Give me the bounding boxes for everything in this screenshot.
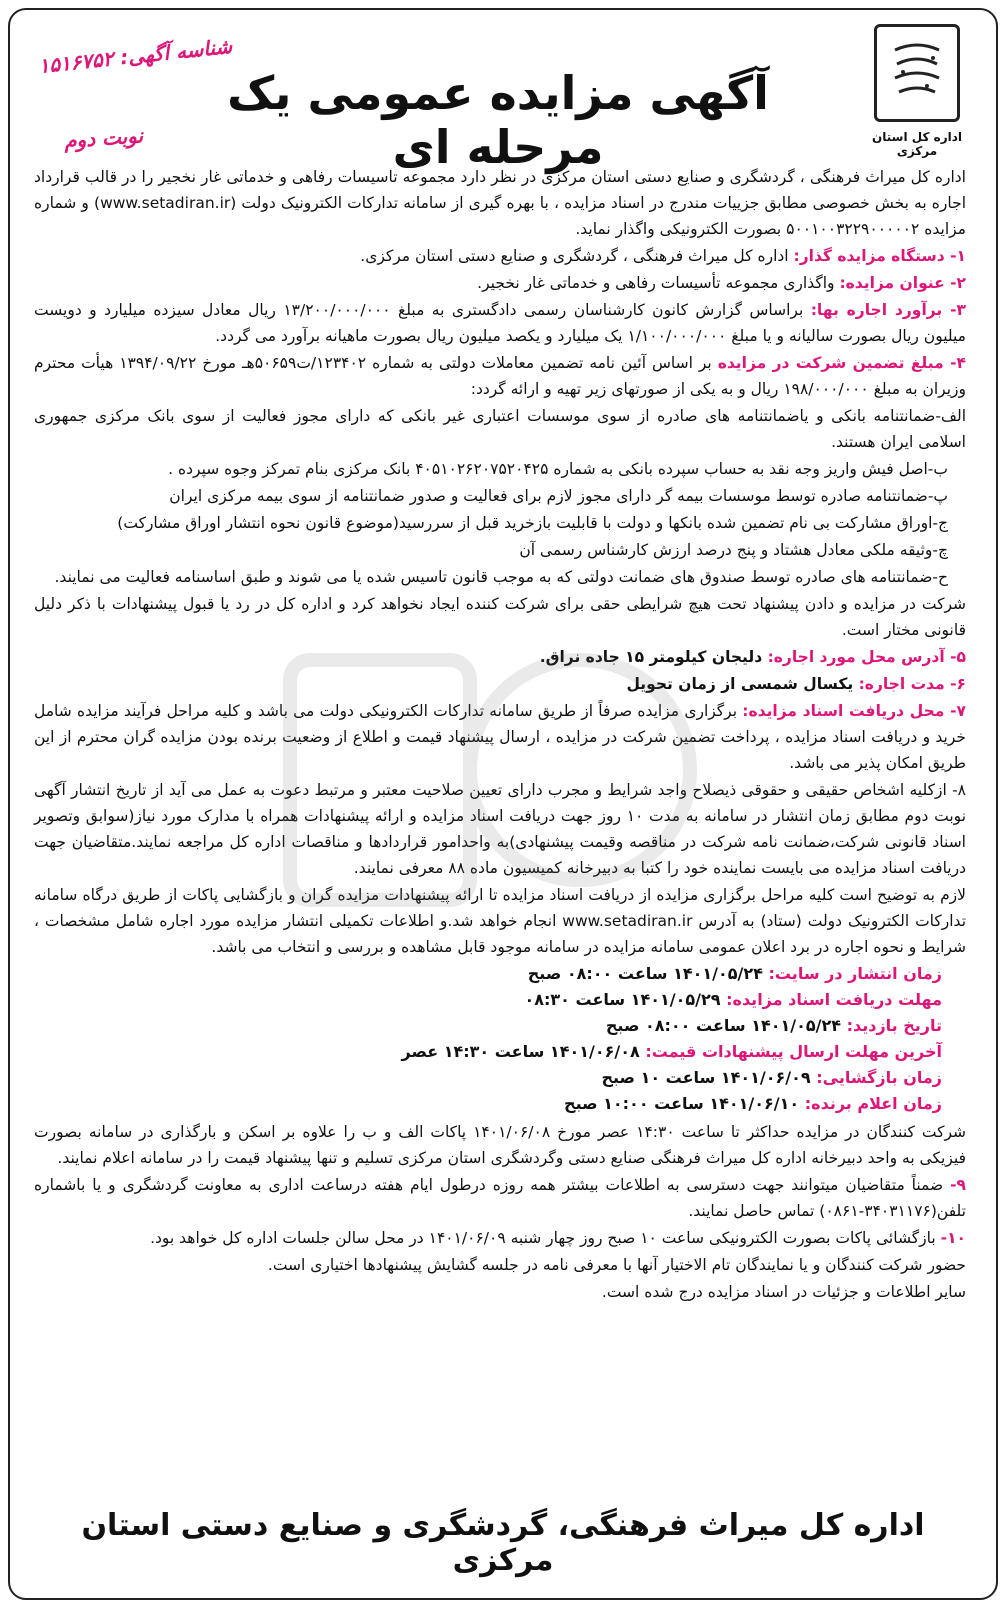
notice-id-stamp: شناسه آگهی: ۱۵۱۶۷۵۲	[37, 33, 234, 79]
header	[16, 14, 990, 174]
item-10-label: ۱۰-	[940, 1229, 966, 1247]
item-3-text: براساس گزارش کانون کارشناسان رسمی دادگستری به مبلغ ۱۳/۲۰۰/۰۰۰/۰۰۰ ریال معادل سیزده میلیارد و دویست میلیون ریال بصورت سالیانه و یا مبلغ ۱/۱۰۰/۰۰۰/۰۰۰ یک میلیارد و یکصد میلیون ریال بصورت ماهیانه برآورد می گردد.	[34, 301, 966, 345]
item-3-label: ۳- برآورد اجاره بها:	[810, 301, 967, 319]
item-9-label: ۹-	[950, 1176, 966, 1194]
page-border	[8, 8, 998, 1600]
page-title: آگهی مزایده عمومی یک مرحله ای	[227, 66, 769, 174]
presence-paragraph: حضور شرکت کنندگان و یا نمایندگان تام الاختیار آنها با معرفی نامه در جلسه گشایش پیشنهادها اختیاری است.	[267, 1256, 966, 1274]
rights-note: شرکت در مزایده و دادن پیشنهاد تحت هیچ شرایطی حقی برای شرکت کننده ایجاد نخواهد کرد و اداره کل در رد یا قبول پیشنهادات با ذکر دلیل قانونی مختار است.	[34, 595, 966, 639]
org-logo-block	[858, 24, 976, 158]
org-caption: اداره کل استان مرکزی	[872, 130, 962, 158]
footer-org-name: اداره کل میراث فرهنگی، گردشگری و صنایع دستی استان مرکزی	[81, 1508, 925, 1578]
item-9-text: ضمناً متقاضیان میتوانند جهت دسترسی به اطلاعات بیشتر همه روزه درطول ایام هفته درساعت اداری به معاونت گردشگری و یا باشماره تلفن(۳۴۰۳۱۱۷۶-۰۸۶۱) تماس حاصل نمایند.	[34, 1176, 966, 1220]
item-1-label: ۱- دستگاه مزایده گذار:	[793, 247, 966, 265]
submit-paragraph: شرکت کنندگان در مزایده حداکثر تا ساعت ۱۴:۳۰ عصر مورخ ۱۴۰۱/۰۶/۰۸ پاکات الف و ب را علاوه بر اسکن و بارگذاری در سامانه بصورت فیزیکی به واحد دبیرخانه اداره کل میراث فرهنگی صنایع دستی وگردشگری استان مرکزی تسلیم و تنها پیشنهاد قیمت را در سامانه اعلام نمایند.	[34, 1123, 967, 1167]
ministry-logo-icon	[874, 24, 960, 122]
item-5-text: دلیجان کیلومتر ۱۵ جاده نراق.	[539, 648, 768, 666]
date-value: ۱۴۰۱/۰۵/۲۴ ساعت ۰۸:۰۰ صبح	[527, 964, 769, 983]
item-5-label: ۵- آدرس محل مورد اجاره:	[767, 648, 966, 666]
date-value: ۱۴۰۱/۰۶/۰۹ ساعت ۱۰ صبح	[601, 1068, 817, 1087]
item-2-label: ۲- عنوان مزایده:	[839, 274, 966, 292]
date-label: مهلت دریافت اسناد مزایده:	[726, 990, 942, 1009]
date-value: ۱۴۰۱/۰۶/۱۰ ساعت ۱۰:۰۰ صبح	[564, 1094, 805, 1113]
date-label: زمان اعلام برنده:	[804, 1094, 942, 1113]
intro-paragraph: اداره کل میراث فرهنگی ، گردشگری و صنایع دستی استان مرکزی در نظر دارد مجموعه تاسیسات رفاهی و خدماتی غار نخجیر را در قالب قرارداد اجاره به بخش خصوصی مطابق جزییات مندرج در اسناد مزایده ، با بهره گیری از سامانه تدارکات الکترونیک دولت (www.setadiran.ir) و شماره مزایده ۵۰۰۱۰۰۳۲۲۹۰۰۰۰۰۲ بصورت الکترونیکی واگذار نماید.	[34, 168, 966, 238]
item-4-a: الف-ضمانتنامه بانکی و یاضمانتنامه های صادره از سوی موسسات اعتباری غیر بانکی که دارای مجوز فعالیت از سوی بانک مرکزی جمهوری اسلامی ایران هستند.	[34, 407, 966, 451]
date-label: زمان انتشار در سایت:	[768, 964, 942, 983]
date-value: ۱۴۰۱/۰۵/۲۴ ساعت ۰۸:۰۰ صبح	[605, 1016, 847, 1035]
item-4-text: بر اساس آئین نامه تضمین معاملات دولتی به شماره ۱۲۳۴۰۲/ت۵۰۶۵۹هـ مورخ ۱۳۹۴/۰۹/۲۲ هیأت محترم وزیران به مبلغ ۱۹۸/۰۰۰/۰۰۰ ریال و به یکی از صورتهای زیر تهیه و ارائه گردد:	[34, 354, 966, 398]
item-8: ۸- ازکلیه اشخاص حقیقی و حقوقی ذیصلاح واجد شرایط و مجرب دارای تعیین صلاحیت معتبر و مرتبط دعوت به عمل می آید از تاریخ انتشار آگهی نوبت دوم مطابق زمان انتشار در سامانه به مدت ۱۰ روز جهت دریافت اسناد مزایده و ارائه پیشنهادات همراه با مدارک مورد نیاز(سوابق وتصویر اسناد قانونی شرکت،ضمانت نامه شرکت در مناقصه وقیمت پیشنهادی)به واحدامور قراردادها و مناقصات اداره کل مراجعه نمایند.متقاضیان جهت دریافت اسناد مزایده می بایست نماینده خود را کتبا به دبیرخانه کمیسیون ماده ۸۸ معرفی نمایند.	[34, 781, 967, 877]
date-label: آخرین مهلت ارسال پیشنهادات قیمت:	[645, 1042, 942, 1061]
date-value: ۱۴۰۱/۰۵/۲۹ ساعت ۰۸:۳۰	[524, 990, 727, 1009]
item-4-b: ب-اصل فیش واریز وجه نقد به حساب سپرده بانکی به شماره ۴۰۵۱۰۲۶۲۰۷۵۲۰۴۲۵ بانک مرکزی بنام تمرکز وجوه سپرده .	[168, 460, 948, 478]
date-label: تاریخ بازدید:	[846, 1016, 942, 1035]
item-6-text: یکسال شمسی از زمان تحویل	[626, 675, 859, 693]
item-2-text: واگذاری مجموعه تأسیسات رفاهی و خدماتی غار نخجیر.	[477, 274, 840, 292]
item-4-j: ج-اوراق مشارکت بی نام تضمین شده بانکها و دولت با قابلیت بازخرید قبل از سررسید(موضوع قانون نحوه انتشار اوراق مشارکت)	[117, 514, 948, 532]
item-1-text: اداره کل میراث فرهنگی ، گردشگری و صنایع دستی استان مرکزی.	[360, 247, 794, 265]
item-7-text: برگزاری مزایده صرفاً از طریق سامانه تدارکات الکترونیکی دولت می باشد و کلیه مراحل فرآیند مزایده شامل خرید و دریافت اسناد مزایده ، پرداخت تضمین شرکت در مزایده ، ارسال پیشنهاد قیمت و اطلاع از وضعیت برنده بودن مزایده گران محترم از این طریق امکان پذیر می باشد.	[34, 702, 966, 772]
date-label: زمان بازگشایی:	[816, 1068, 942, 1087]
item-4-label: ۴- مبلغ تضمین شرکت در مزایده	[717, 354, 966, 372]
date-value: ۱۴۰۱/۰۶/۰۸ ساعت ۱۴:۳۰ عصر	[401, 1042, 646, 1061]
turn-stamp: نوبت دوم	[63, 123, 144, 153]
item-6-label: ۶- مدت اجاره:	[858, 675, 966, 693]
item-4-ch: چ-وثیقه ملکی معادل هشتاد و پنج درصد ارزش کارشناس رسمی آن	[519, 541, 948, 559]
other-info-paragraph: سایر اطلاعات و جزئیات در اسناد مزایده درج شده است.	[601, 1283, 966, 1301]
explain-paragraph: لازم به توضیح است کلیه مراحل برگزاری مزایده از دریافت اسناد مزایده تا ارائه پیشنهادات مزایده گران و بازگشایی پاکات از طریق درگاه سامانه تدارکات الکترونیک دولت (ستاد) به آدرس www.setadiran.ir انجام خواهد شد.و اطلاعات تکمیلی انتشار مزایده مورد اجاره شامل مشخصات ، شرایط و نحوه اجاره در برد اعلان عمومی سامانه مزایده در سامانه موجود قابل مشاهده و بررسی و انتخاب می باشد.	[34, 886, 967, 956]
item-10-text: بازگشائی پاکات بصورت الکترونیکی ساعت ۱۰ صبح روز چهار شنبه ۱۴۰۱/۰۶/۰۹ در محل سالن جلسات اداره کل خواهد بود.	[150, 1229, 941, 1247]
item-4-p: پ-ضمانتنامه صادره توسط موسسات بیمه گر دارای مجوز لازم برای فعالیت و صدور ضمانتنامه از سوی بیمه مرکزی ایران	[169, 487, 948, 505]
item-7-label: ۷- محل دریافت اسناد مزایده:	[742, 702, 966, 720]
item-4-h: ح-ضمانتنامه های صادره توسط صندوق های ضمانت دولتی که به موجب قانون تاسیس شده یا می شوند و طبق اساسنامه فعالیت می نمایند.	[54, 568, 948, 586]
